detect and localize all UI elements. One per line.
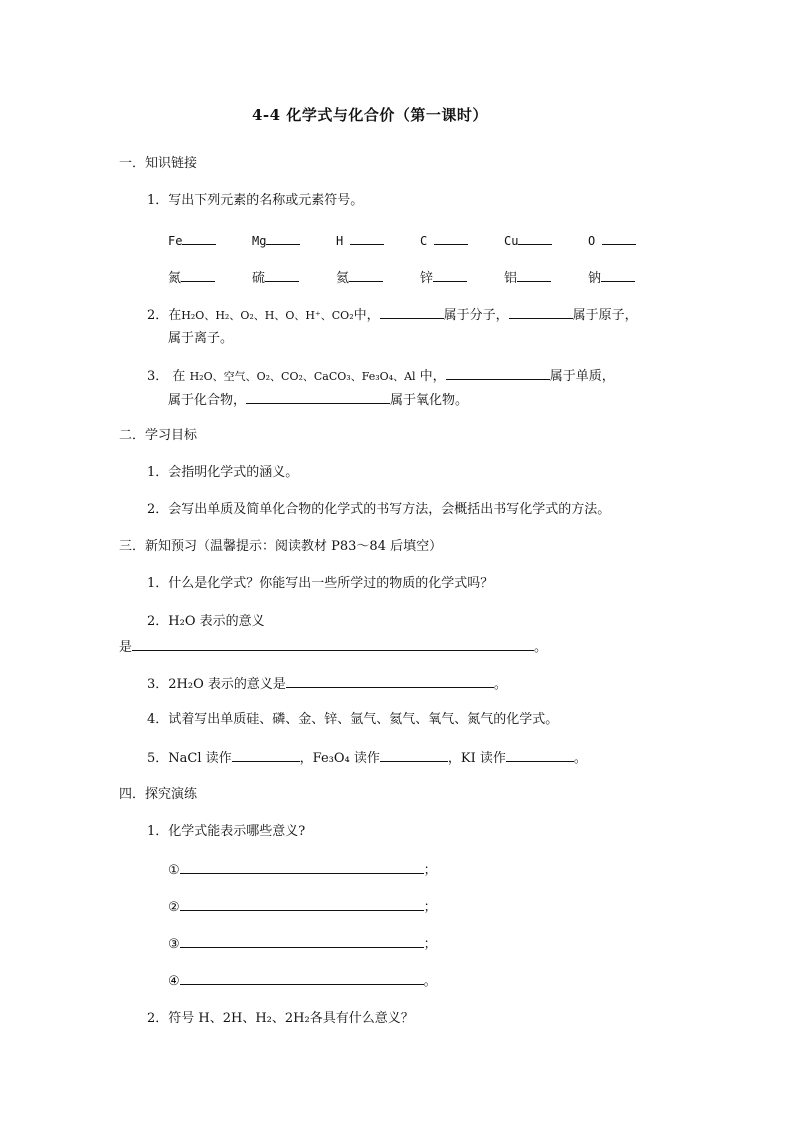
- element-cu: Cu: [504, 231, 552, 250]
- blank[interactable]: [509, 305, 573, 319]
- s4-q1: 1．化学式能表示哪些意义?: [147, 824, 306, 839]
- blank[interactable]: [601, 268, 635, 282]
- s4-answer-2: ② ；: [168, 897, 437, 917]
- s1-q3-formula-list: H₂O、空气、O₂、CO₂、CaCO₃、Fe₃O₄、Al: [189, 370, 416, 383]
- s4-answer-3: ③ ；: [168, 934, 437, 954]
- blank[interactable]: [380, 748, 448, 762]
- blank[interactable]: [132, 637, 534, 651]
- s1-q3-line1: 3． 在 H₂O、空气、O₂、CO₂、CaCO₃、Fe₃O₄、Al 中， 属于单质，: [147, 366, 615, 386]
- section-2-heading: 二．学习目标: [119, 428, 198, 443]
- s1-q1-text: 1．写出下列元素的名称或元素符号。: [147, 193, 364, 208]
- element-al: 铝: [504, 268, 551, 288]
- blank[interactable]: [180, 971, 424, 985]
- blank[interactable]: [434, 231, 468, 245]
- element-s: 硫: [252, 268, 299, 288]
- element-h: H: [336, 231, 384, 250]
- blank[interactable]: [180, 934, 424, 948]
- s3-q2-line1: 2．H₂O 表示的意义: [147, 614, 265, 629]
- s1-q2-line1: 2．在H₂O、H₂、O₂、H、O、H⁺、CO₂中， 属于分子， 属于原子，: [147, 305, 638, 325]
- element-he: 氦: [336, 268, 383, 288]
- element-mg: Mg: [252, 231, 300, 250]
- element-fe: Fe: [168, 231, 216, 250]
- element-zn: 锌: [420, 268, 467, 288]
- s4-q2: 2．符号 H、2H、H₂、2H₂各具有什么意义？: [147, 1011, 414, 1026]
- s3-q2-line2: 是 。: [119, 637, 547, 657]
- blank[interactable]: [349, 268, 383, 282]
- blank[interactable]: [517, 268, 551, 282]
- blank[interactable]: [506, 748, 574, 762]
- section-1-heading: 一．知识链接: [119, 156, 198, 171]
- element-na: 钠: [588, 268, 635, 288]
- blank[interactable]: [380, 305, 444, 319]
- s2-item-1: 1．会指明化学式的涵义。: [147, 465, 299, 480]
- page-title: 4-4 化学式与化合价（第一课时）: [252, 106, 488, 124]
- blank[interactable]: [433, 268, 467, 282]
- blank[interactable]: [182, 231, 216, 245]
- s1-q2-line2: 属于离子。: [168, 331, 234, 346]
- blank[interactable]: [180, 860, 424, 874]
- blank[interactable]: [446, 366, 550, 380]
- s4-answer-4: ④ 。: [168, 971, 437, 991]
- element-c: C: [420, 231, 468, 250]
- blank[interactable]: [265, 268, 299, 282]
- s3-q3: 3．2H₂O 表示的意义是 。: [147, 674, 507, 694]
- s3-q4: 4．试着写出单质硅、磷、金、锌、氩气、氦气、氧气、氮气的化学式。: [147, 712, 559, 727]
- blank[interactable]: [181, 268, 215, 282]
- s2-item-2: 2．会写出单质及简单化合物的化学式的书写方法，会概括出书写化学式的方法。: [147, 502, 611, 517]
- element-n: 氮: [168, 268, 215, 288]
- blank[interactable]: [286, 674, 494, 688]
- s3-q5: 5．NaCl 读作 ，Fe₃O₄ 读作 ，KI 读作 。: [147, 748, 587, 768]
- blank[interactable]: [518, 231, 552, 245]
- blank[interactable]: [246, 390, 390, 404]
- s3-q1: 1．什么是化学式？你能写出一些所学过的物质的化学式吗？: [147, 576, 494, 591]
- s1-q3-line2: 属于化合物， 属于氧化物。: [168, 390, 468, 410]
- section-4-heading: 四．探究演练: [119, 787, 198, 802]
- blank[interactable]: [180, 897, 424, 911]
- s1-q2-formula-list: H₂O、H₂、O₂、H、O、H⁺、CO₂: [181, 309, 354, 322]
- blank[interactable]: [266, 231, 300, 245]
- element-o: O: [588, 231, 636, 250]
- blank[interactable]: [350, 231, 384, 245]
- blank[interactable]: [602, 231, 636, 245]
- section-3-heading: 三．新知预习（温馨提示：阅读教材 P83～84 后填空）: [119, 539, 443, 554]
- s4-answer-1: ① ；: [168, 860, 437, 880]
- blank[interactable]: [232, 748, 300, 762]
